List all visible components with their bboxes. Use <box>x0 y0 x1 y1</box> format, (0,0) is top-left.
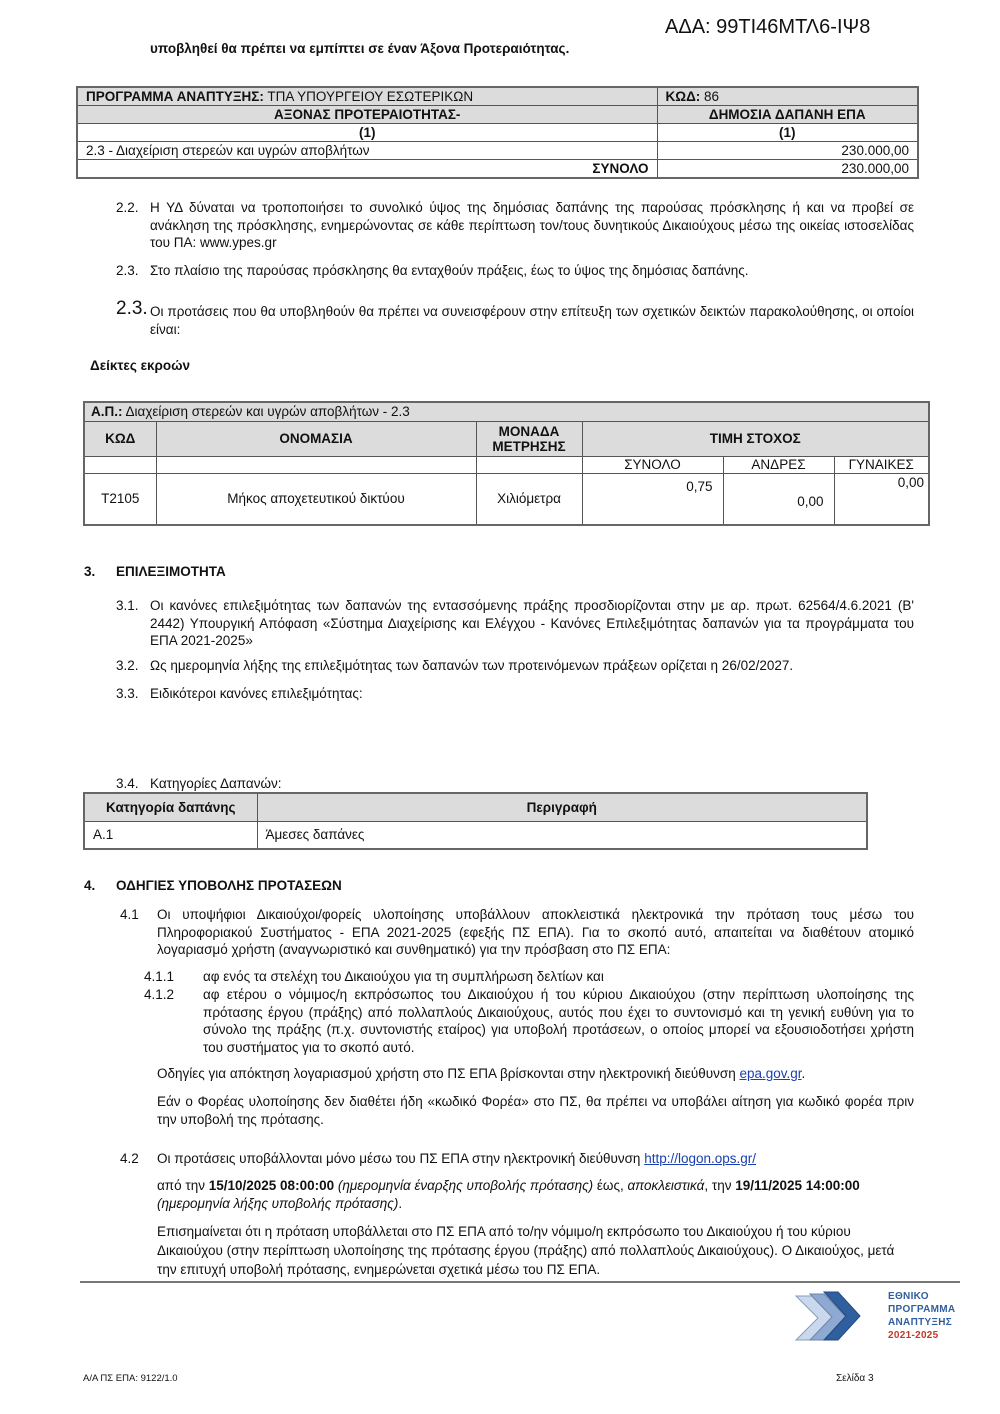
para-3-3-num: 3.3. <box>116 686 139 701</box>
para-4-2-num: 4.2 <box>120 1151 139 1166</box>
public-expense-header: ΔΗΜΟΣΙΑ ΔΑΠΑΝΗ ΕΠΑ <box>657 106 918 124</box>
para-3-2-num: 3.2. <box>116 658 139 673</box>
unit-header: ΜΟΝΑΔΑ ΜΕΤΡΗΣΗΣ <box>476 421 582 456</box>
para-4-1-1-num: 4.1.1 <box>144 969 175 984</box>
section-4-title: ΟΔΗΓΙΕΣ ΥΠΟΒΟΛΗΣ ΠΡΟΤΑΣΕΩΝ <box>116 878 342 893</box>
para-3-1: Οι κανόνες επιλεξιμότητας των δαπανών της εντασσόμενης πράξης προσδιορίζονται στην με αρ. πρωτ. 62564/4.6.2021 (Β' 2442) Υπουργική Απόφαση «Σύστημα Διαχείρισης και Ελέγχου - Κανόνες Επιλεξιμότητας δαπανών για τα προγράμματα του ΕΠΑ 2021-2025» <box>150 598 914 648</box>
para-2-3a: Στο πλαίσιο της παρούσας πρόσκλησης θα ενταχθούν πράξεις, έως το ύψος της δημόσιας δαπάνης. <box>150 263 749 278</box>
para-4-1-2: αφ ετέρου ο νόμιμος/η εκπρόσωπος του Δικαιούχου ή του κύριου Δικαιούχου (στην περίπτωση υλοποίησης της πρότασης έργου (πράξης) από πολλαπλούς Δικαιούχους, αυτός που έχει το συντονισμό και τη γενική ευθύνη για το σύνολο της πράξης (π.χ. συντονιστής εταίρος) για υποβολή προτάσεων, ο οποίος μπορεί να εξουσιοδοτήσει χρήστη του συστήματος για το σκοπό αυτό. <box>203 987 914 1055</box>
code-cell: ΚΩΔ: 86 <box>657 87 918 106</box>
para-4-1-num: 4.1 <box>120 907 139 922</box>
target-header: ΤΙΜΗ ΣΤΟΧΟΣ <box>582 421 929 456</box>
subheader-row: (1) (1) <box>77 124 918 142</box>
program-cell: ΠΡΟΓΡΑΜΜΑ ΑΝΑΠΤΥΞΗΣ: ΤΠΑ ΥΠΟΥΡΓΕΙΟΥ ΕΣΩΤΕΡΙΚΩΝ <box>77 87 657 106</box>
para-4-1-2-num: 4.1.2 <box>144 987 175 1002</box>
section-3-title: ΕΠΙΛΕΞΙΜΟΤΗΤΑ <box>116 564 226 579</box>
epa-logo-icon <box>794 1290 884 1346</box>
para-4-1-1: αφ ενός τα στελέχη του Δικαιούχου για τη συμπλήρωση δελτίων και <box>203 969 604 984</box>
indicators-table <box>83 401 930 526</box>
budget-table <box>76 86 919 179</box>
code-header: ΚΩΔ <box>84 421 156 456</box>
table-row: 2.3 - Διαχείριση στερεών και υγρών αποβλήτων 230.000,00 <box>77 142 918 160</box>
para-3-1-num: 3.1. <box>116 598 139 613</box>
axis-header: ΑΞΟΝΑΣ ΠΡΟΤΕΡΑΙΟΤΗΤΑΣ- <box>77 106 657 124</box>
para-2-3b: Οι προτάσεις που θα υποβληθούν θα πρέπει να συνεισφέρουν στην επίτευξη των σχετικών δεικτών παρακολούθησης, οι οποίοι είναι: <box>150 304 914 337</box>
header-row <box>84 421 929 456</box>
document-id: Α/Α ΠΣ ΕΠΑ: 9122/1.0 <box>83 1373 178 1384</box>
continued-sentence: υποβληθεί θα πρέπει να εμπίπτει σε έναν Άξονα Προτεραιότητας. <box>150 41 570 56</box>
para-2-3b-num: 2.3. <box>116 298 148 319</box>
start-date: 15/10/2025 08:00:00 <box>208 1178 335 1193</box>
para-3-4: Κατηγορίες Δαπανών: <box>150 776 282 791</box>
cost-categories-table <box>83 792 868 850</box>
submission-note: Επισημαίνεται ότι η πρόταση υποβάλλεται στο ΠΣ ΕΠΑ από το/ην νόμιμο/η εκπρόσωπο του Δικαιούχου ή του κύριου Δικαιούχου (στην περίπτωση υλοποίησης της πρότασης έργου (πράξης) από πολλαπλούς Δικαιούχους). Ο Δικαιούχος, μετά την επιτυχή υποβολή πρότασης, ενημερώνεται σχετικά μέσω του ΠΣ ΕΠΑ. <box>157 1224 895 1277</box>
epa-logo-text: ΕΘΝΙΚΟ ΠΡΟΓΡΑΜΜΑ ΑΝΑΠΤΥΞΗΣ 2021-2025 <box>888 1291 956 1341</box>
para-3-4-num: 3.4. <box>116 776 139 791</box>
table-row: Α.1 Άμεσες δαπάνες <box>84 821 867 849</box>
table-row: T2105 Μήκος αποχετευτικού δικτύου Χιλιόμετρα 0,75 0,00 0,00 <box>84 473 929 525</box>
section-4-num: 4. <box>84 878 96 893</box>
para-3-2: Ως ημερομηνία λήξης της επιλεξιμότητας των δαπανών των προτεινόμενων πράξεων ορίζεται η 26/02/2027. <box>150 658 794 673</box>
logon-link[interactable]: http://logon.ops.gr/ <box>644 1151 757 1166</box>
account-instructions: Οδηγίες για απόκτηση λογαριασμού χρήστη στο ΠΣ ΕΠΑ βρίσκονται στην ηλεκτρονική διεύθυνση epa.gov.gr. <box>157 1066 806 1081</box>
epa-link[interactable]: epa.gov.gr <box>739 1066 802 1081</box>
para-2-2: Η ΥΔ δύναται να τροποποιήσει το συνολικό ύψος της δημόσιας δαπάνης της παρούσας πρόσκλησης ή και να προβεί σε ανάκληση της πρόσκλησης, ενημερώνοντας σε κάθε περίπτωση τον/τους δυνητικούς Δικαιούχους μέσω της οικείας ιστοσελίδας του ΠΑ: www.ypes.gr <box>150 200 914 250</box>
header-row <box>77 106 918 124</box>
submission-dates: από την 15/10/2025 08:00:00 (ημερομηνία έναρξης υποβολής πρότασης) έως, αποκλειστικά, την 19/11/2025 14:00:00 (ημερομηνία λήξης υποβολής πρότασης). <box>157 1178 860 1211</box>
indicators-title: Δείκτες εκροών <box>90 358 191 373</box>
para-4-1: Οι υποψήφιοι Δικαιούχοι/φορείς υλοποίησης υποβάλλουν αποκλειστικά ηλεκτρονικά την πρόταση τους μέσω του Πληροφοριακού Συστήματος - ΕΠΑ 2021-2025 (εφεξής ΠΣ ΕΠΑ). Για το σκοπό αυτό, απαιτείται να διαθέτουν ατομικό λογαριασμό χρήστη (αναγνωριστικό και συνθηματικό) για την πρόσβαση στο ΠΣ ΕΠΑ: <box>157 907 914 957</box>
para-4-2: Οι προτάσεις υποβάλλονται μόνο μέσω του ΠΣ ΕΠΑ στην ηλεκτρονική διεύθυνση http://logon.ops.gr/ <box>157 1151 757 1166</box>
code-request-text: Εάν ο Φορέας υλοποίησης δεν διαθέτει ήδη «κωδικό Φορέα» στο ΠΣ, θα πρέπει να υποβάλει αίτηση για κωδικό φορέα πριν την υποβολή της πρότασης. <box>157 1094 914 1127</box>
section-3-num: 3. <box>84 564 96 579</box>
para-2-2-num: 2.2. <box>116 200 139 215</box>
footer-divider <box>80 1281 960 1283</box>
para-2-3a-num: 2.3. <box>116 263 139 278</box>
header-row: Κατηγορία δαπάνης Περιγραφή <box>84 793 867 821</box>
name-header: ΟΝΟΜΑΣΙΑ <box>156 421 476 456</box>
end-date: 19/11/2025 14:00:00 <box>735 1178 860 1193</box>
para-3-3: Ειδικότεροι κανόνες επιλεξιμότητας: <box>150 686 363 701</box>
program-row <box>77 87 918 106</box>
total-row: ΣΥΝΟΛΟ 230.000,00 <box>77 160 918 179</box>
ap-row: Α.Π.: Διαχείριση στερεών και υγρών αποβλήτων - 2.3 <box>84 402 929 421</box>
page-number: Σελίδα 3 <box>836 1373 874 1384</box>
subheader-row: ΣΥΝΟΛΟ ΑΝΔΡΕΣ ΓΥΝΑΙΚΕΣ <box>84 456 929 473</box>
ada-code: ΑΔΑ: 99ΤΙ46ΜΤΛ6-ΙΨ8 <box>665 16 871 38</box>
